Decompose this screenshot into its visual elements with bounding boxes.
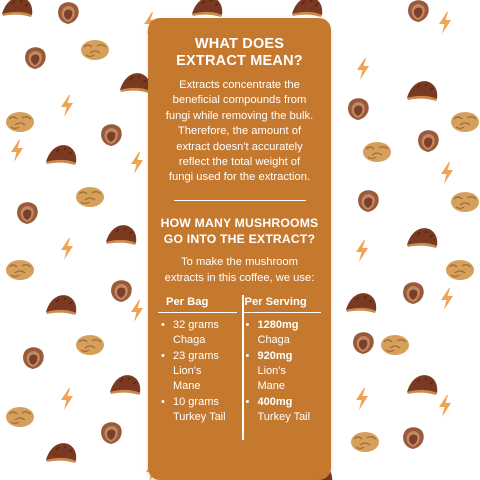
- divider: [174, 200, 306, 202]
- chaga-mushroom-icon: [44, 292, 78, 316]
- lions-mane-mushroom-icon: [362, 140, 392, 164]
- item-amount: • 920mg: [257, 350, 293, 363]
- chaga-mushroom-icon: [0, 0, 34, 18]
- chaga-mushroom-icon: [405, 225, 439, 249]
- item-amount: • 1280mg: [257, 319, 299, 332]
- turkey-tail-mushroom-icon: [405, 0, 431, 24]
- chaga-mushroom-icon: [405, 372, 439, 396]
- chaga-mushroom-icon: [405, 78, 439, 102]
- turkey-tail-mushroom-icon: [14, 200, 40, 226]
- lightning-bolt-icon: [355, 388, 369, 410]
- turkey-tail-mushroom-icon: [345, 96, 371, 122]
- turkey-tail-mushroom-icon: [350, 330, 376, 356]
- lightning-bolt-icon: [60, 388, 74, 410]
- list-item: [160, 395, 237, 425]
- turkey-tail-mushroom-icon: [22, 45, 48, 71]
- turkey-tail-mushroom-icon: [98, 420, 124, 446]
- chaga-mushroom-icon: [290, 0, 324, 18]
- list-item: [160, 318, 237, 348]
- list-item: [160, 349, 237, 394]
- heading-extract-meaning: WHAT DOES EXTRACT MEAN?: [176, 36, 303, 69]
- item-name: Chaga: [257, 334, 290, 347]
- item-amount: • 10 grams: [173, 396, 219, 409]
- mushroom-table: [158, 295, 321, 426]
- turkey-tail-mushroom-icon: [98, 122, 124, 148]
- table-divider: [242, 295, 244, 440]
- lightning-bolt-icon: [440, 162, 454, 184]
- item-name: Lion's Mane: [173, 365, 202, 393]
- lightning-bolt-icon: [438, 395, 452, 417]
- info-card: [148, 18, 331, 480]
- lions-mane-mushroom-icon: [5, 405, 35, 429]
- extract-explanation: Extracts concentrate the beneficial compounds from fungi while removing the bulk. Therefore, the amount of extract doesn't accurately reflect the total weight of fungi used for the extraction.: [165, 79, 314, 184]
- per-serving-column: [237, 295, 322, 426]
- per-serving-header: Per Serving: [243, 295, 322, 313]
- lions-mane-mushroom-icon: [350, 430, 380, 454]
- lions-mane-mushroom-icon: [445, 258, 475, 282]
- chaga-mushroom-icon: [44, 440, 78, 464]
- lightning-bolt-icon: [10, 140, 24, 162]
- turkey-tail-mushroom-icon: [415, 128, 441, 154]
- lightning-bolt-icon: [130, 300, 144, 322]
- item-amount: • 32 grams: [173, 319, 219, 332]
- lions-mane-mushroom-icon: [75, 185, 105, 209]
- item-amount: • 400mg: [257, 396, 293, 409]
- item-name: Turkey Tail: [173, 411, 226, 424]
- item-name: Turkey Tail: [257, 411, 311, 424]
- chaga-mushroom-icon: [104, 222, 138, 246]
- lions-mane-mushroom-icon: [80, 38, 110, 62]
- lions-mane-mushroom-icon: [75, 333, 105, 357]
- turkey-tail-mushroom-icon: [400, 280, 426, 306]
- per-bag-column: [158, 295, 237, 426]
- lightning-bolt-icon: [60, 95, 74, 117]
- extract-intro: To make the mushroom extracts in this coffee, we use:: [164, 256, 315, 284]
- lightning-bolt-icon: [438, 12, 452, 34]
- lightning-bolt-icon: [440, 288, 454, 310]
- chaga-mushroom-icon: [44, 142, 78, 166]
- chaga-mushroom-icon: [118, 70, 152, 94]
- lightning-bolt-icon: [356, 58, 370, 80]
- chaga-mushroom-icon: [344, 290, 378, 314]
- list-item: [245, 349, 322, 394]
- lightning-bolt-icon: [355, 240, 369, 262]
- list-item: [245, 318, 322, 348]
- item-name: Chaga: [173, 334, 206, 347]
- lions-mane-mushroom-icon: [380, 333, 410, 357]
- chaga-mushroom-icon: [190, 0, 224, 18]
- item-amount: • 23 grams: [173, 350, 219, 363]
- item-name: Lion's Mane: [257, 365, 286, 393]
- chaga-mushroom-icon: [108, 372, 142, 396]
- turkey-tail-mushroom-icon: [55, 0, 81, 26]
- turkey-tail-mushroom-icon: [355, 188, 381, 214]
- turkey-tail-mushroom-icon: [400, 425, 426, 451]
- lions-mane-mushroom-icon: [5, 110, 35, 134]
- heading-mushroom-count: HOW MANY MUSHROOMS GO INTO THE EXTRACT?: [160, 216, 319, 246]
- lions-mane-mushroom-icon: [5, 258, 35, 282]
- lightning-bolt-icon: [130, 152, 144, 174]
- turkey-tail-mushroom-icon: [20, 345, 46, 371]
- lightning-bolt-icon: [60, 238, 74, 260]
- list-item: [245, 395, 322, 425]
- lions-mane-mushroom-icon: [450, 110, 480, 134]
- per-bag-header: Per Bag: [158, 295, 237, 313]
- lions-mane-mushroom-icon: [450, 190, 480, 214]
